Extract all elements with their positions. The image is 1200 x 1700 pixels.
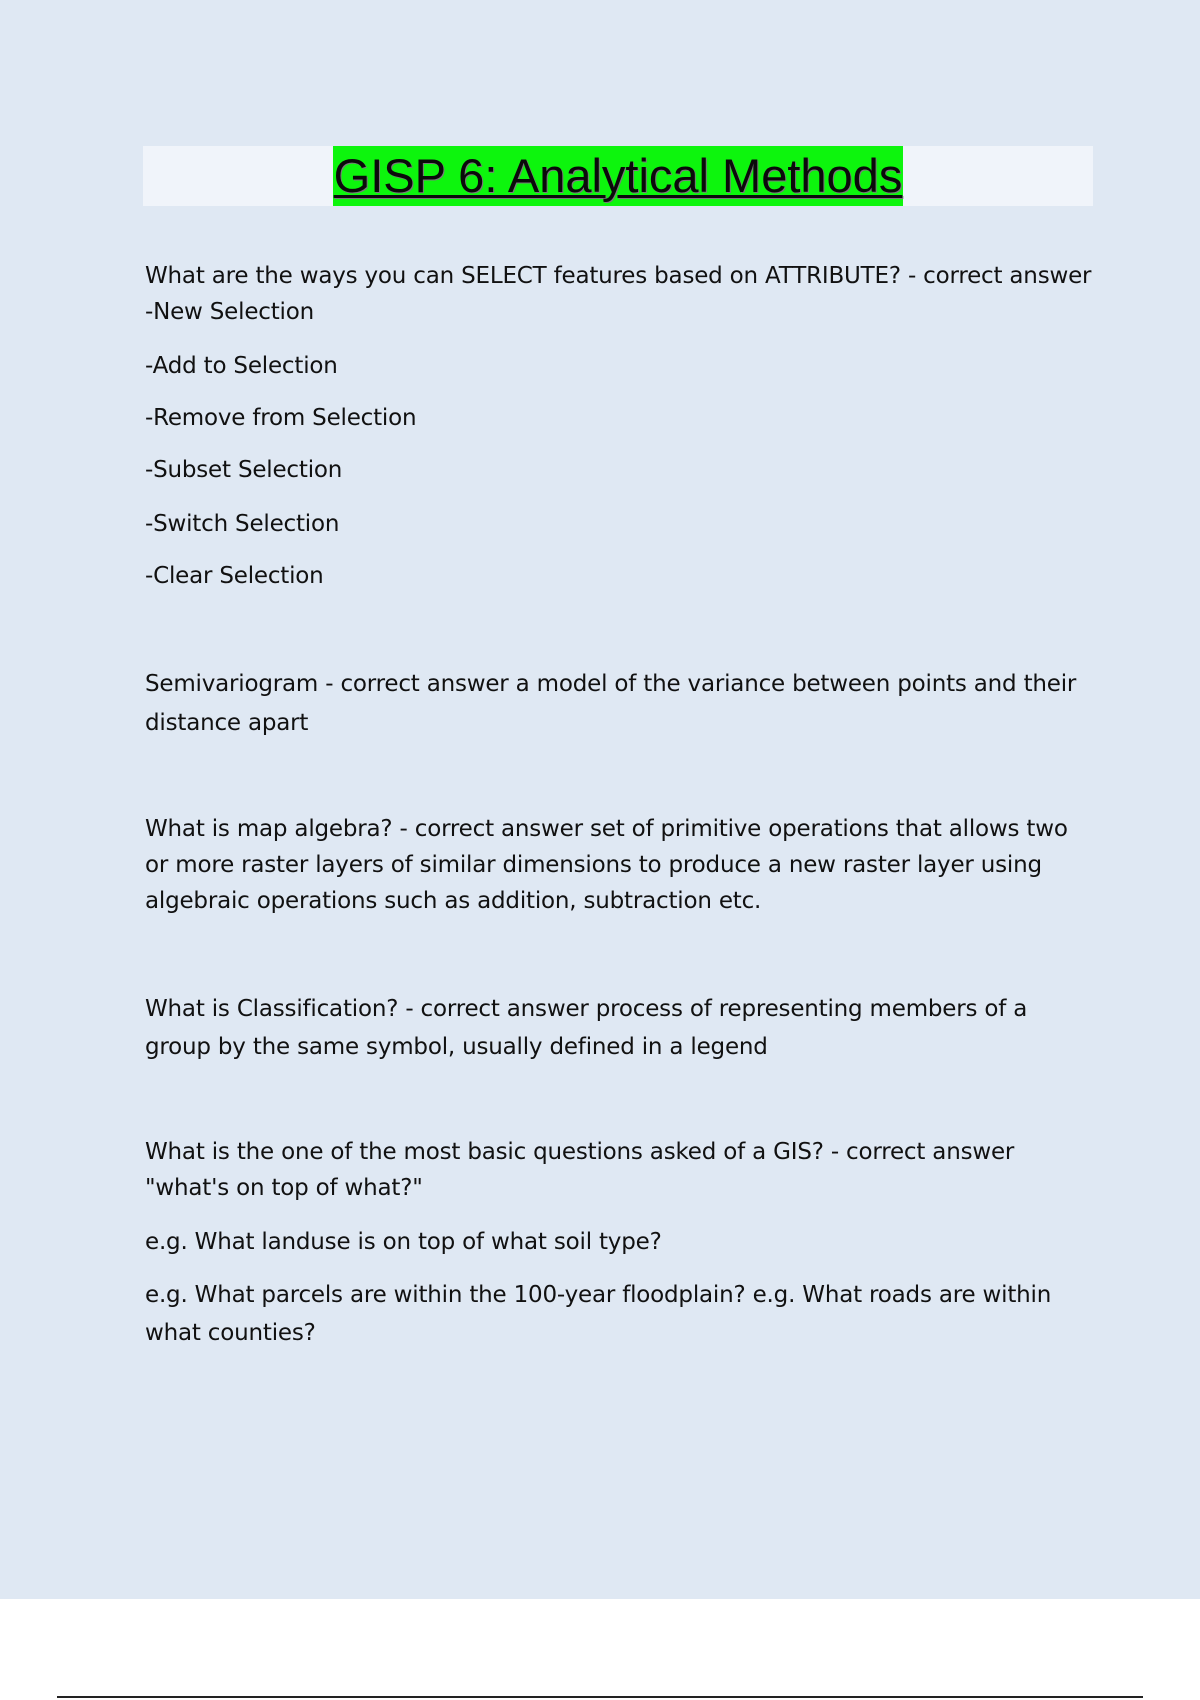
list-item: -Remove from Selection [145,405,417,431]
document-title: GISP 6: Analytical Methods [333,146,904,206]
list-item: -Add to Selection [145,353,338,379]
document-body [145,258,1095,1352]
title-band [143,146,1093,206]
list-item: e.g. What parcels are within the 100-year floodplain? e.g. What roads are within what counties? [145,1282,1052,1346]
footer-divider [57,1696,1143,1698]
list-item: -Switch Selection [145,511,340,537]
qa-question: What is the one of the most basic questions asked of a GIS? - correct answer "what's on top of what?" [145,1139,1015,1201]
qa-question: What is map algebra? - correct answer set of primitive operations that allows two or more raster layers of similar dimensions to produce a new raster layer using algebraic operations such as addition, subtraction etc. [145,816,1068,914]
list-item: e.g. What landuse is on top of what soil type? [145,1229,662,1255]
qa-question: Semivariogram - correct answer a model of the variance between points and their distance apart [145,671,1077,736]
list-item: -Clear Selection [145,563,324,589]
qa-question: What are the ways you can SELECT features based on ATTRIBUTE? - correct answer -New Selection [145,263,1092,325]
list-item: -Subset Selection [145,457,343,483]
qa-question: What is Classification? - correct answer process of representing members of a group by the same symbol, usually defined in a legend [145,996,1028,1060]
